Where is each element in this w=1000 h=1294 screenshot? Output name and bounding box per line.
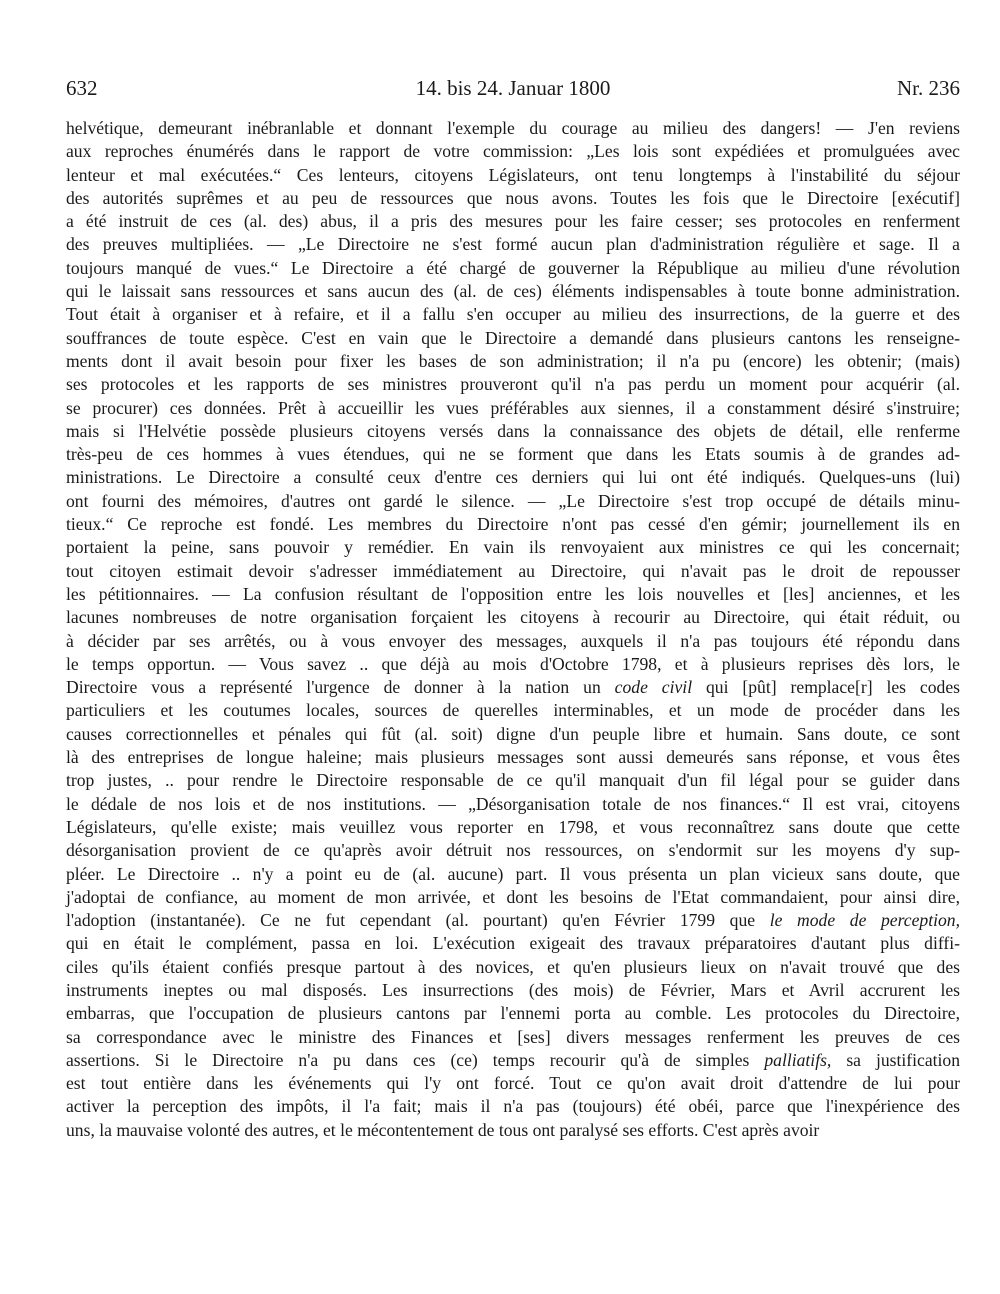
text-segment: pléer. Le Directoire .. n'y a point eu de (al. aucune) part. Il vous présenta un plan vicieux sans doute, que (66, 863, 960, 884)
text-segment: tieux.“ Ce reproche est fondé. Les membres du Directoire n'ont pas cessé d'en gémir; journellement ils en (66, 514, 960, 535)
text-segment: Tout était à organiser et à refaire, et il a fallu s'en occuper au milieu des insurrections, de la guerre et des (66, 304, 960, 325)
running-header (66, 76, 960, 104)
text-segment: a été instruit de ces (al. des) abus, il a pris des mesures pour les faire cesser; ses protocoles en renferment (66, 211, 960, 232)
text-line (66, 746, 960, 769)
text-line (66, 140, 960, 163)
text-segment: qui le laissait sans ressources et sans aucun des (al. de ces) éléments indispensables à toute bonne administration. (66, 281, 960, 302)
text-line (66, 280, 960, 303)
text-segment: sa correspondance avec le ministre des Finances et [ses] divers messages renferment les preuves de ces (66, 1026, 960, 1047)
text-segment: particuliers et les coutumes locales, sources de querelles interminables, et un mode de procéder dans les (66, 700, 960, 721)
text-line (66, 466, 960, 489)
text-line (66, 1095, 960, 1118)
text-line (66, 956, 960, 979)
text-line (66, 233, 960, 256)
text-segment: instruments ineptes ou mal disposés. Les insurrections (des mois) de Février, Mars et Avril accrurent les (66, 979, 960, 1000)
document-number: Nr. 236 (897, 76, 960, 100)
text-segment: ses protocoles et les rapports de ses ministres prouveront qu'il n'a pas perdu un moment pour acquérir (al. (66, 374, 960, 395)
text-line (66, 303, 960, 326)
text-line (66, 816, 960, 839)
text-segment: se procurer) ces données. Prêt à accueillir les vues préférables aux siennes, il a constamment désiré s'instruire; (66, 397, 960, 418)
body-text (66, 117, 960, 1142)
text-segment: activer la perception des impôts, il l'a fait; mais il n'a pas (toujours) été obéi, parce que l'inexpérience des (66, 1096, 960, 1117)
text-segment: qui en était le complément, passa en loi. L'exécution exigeait des travaux préparatoires d'autant plus diffi- (66, 933, 960, 954)
text-line (66, 863, 960, 886)
text-segment: Directoire vous a représenté l'urgence de donner à la nation un (66, 677, 615, 698)
text-segment: portaient la peine, sans pouvoir y remédier. En vain ils renvoyaient aux ministres ce qui les concernait; (66, 537, 960, 558)
text-segment: uns, la mauvaise volonté des autres, et le mécontentement de tous ont paralysé ses efforts. C'est après avoir (66, 1119, 820, 1140)
text-segment: trop justes, .. pour rendre le Directoire responsable de ce qu'il manquait d'un fil légal pour se guider dans (66, 770, 960, 791)
text-line (66, 932, 960, 955)
text-segment: Législateurs, qu'elle existe; mais veuillez vous reporter en 1798, et vous reconnaîtrez sans doute que cette (66, 816, 960, 837)
text-segment: assertions. Si le Directoire n'a pu dans ces (ce) temps recourir qu'à de simples (66, 1049, 765, 1070)
text-line (66, 793, 960, 816)
text-segment: causes correctionnelles et pénales qui fût (al. soit) digne d'un peuple libre et humain. Sans doute, ce sont (66, 723, 960, 744)
text-segment: des autorités suprêmes et au peu de ressources que nous avons. Toutes les fois que le Directoire [exécutif] (66, 187, 960, 208)
text-segment: souffrances de toute espèce. C'est en vain que le Directoire a demandé dans plusieurs cantons les renseigne- (66, 327, 960, 348)
text-segment: est tout entière dans les événements qui l'y ont forcé. Tout ce qu'on avait droit d'attendre de lui pour (66, 1073, 960, 1094)
text-line (66, 1002, 960, 1025)
text-segment: ministrations. Le Directoire a consulté ceux d'entre ces derniers qui lui ont été indiqués. Quelques-uns (lui) (66, 467, 960, 488)
text-line (66, 583, 960, 606)
text-line (66, 490, 960, 513)
text-line (66, 420, 960, 443)
text-line (66, 886, 960, 909)
text-line (66, 653, 960, 676)
text-segment: mais si l'Helvétie possède plusieurs citoyens versés dans la connaissance des objets de détail, elle renferme (66, 420, 960, 441)
text-line (66, 769, 960, 792)
text-segment: des preuves multipliées. — „Le Directoire ne s'est formé aucun plan d'administration régulière et sage. Il a (66, 234, 960, 255)
text-line (66, 350, 960, 373)
text-line (66, 164, 960, 187)
text-segment: j'adoptai de confiance, au moment de mon arrivée, et dont les besoins de l'Etat commandaient, pour ainsi dire, (66, 886, 960, 907)
text-line (66, 1026, 960, 1049)
text-line (66, 257, 960, 280)
text-segment: très-peu de ces hommes à vues étendues, qui ne se forment que dans les Etats soumis à de grandes ad- (66, 444, 960, 465)
italic-text: palliatifs, (764, 1049, 832, 1070)
text-line (66, 210, 960, 233)
text-line (66, 397, 960, 420)
text-segment: le dédale de nos lois et de nos institutions. — „Désorganisation totale de nos finances.“ Il est vrai, citoyens (66, 793, 960, 814)
text-line (66, 699, 960, 722)
text-line (66, 560, 960, 583)
text-segment: lacunes nombreuses de notre organisation forçaient les citoyens à recourir au Directoire, qui était réduit, ou (66, 607, 960, 628)
text-segment: là des entreprises de longue haleine; mais plusieurs messages sont aussi demeurés sans réponse, et vous êtes (66, 747, 960, 768)
text-line (66, 117, 960, 140)
text-segment: lenteur et mal exécutées.“ Ces lenteurs, citoyens Législateurs, ont tenu longtemps à l'instabilité du séjour (66, 164, 960, 185)
text-line (66, 1049, 960, 1072)
text-line (66, 630, 960, 653)
text-segment: ciles qu'ils étaient confiés presque partout à des novices, et qu'en plusieurs lieux on n'avait trouvé que des (66, 956, 960, 977)
text-line (66, 373, 960, 396)
text-segment: à décider par ses arrêtés, ou à vous envoyer des messages, auxquels il n'a pas toujours été répondu dans (66, 630, 960, 651)
text-segment: les pétitionnaires. — La confusion résultant de l'opposition entre les lois nouvelles et [les] anciennes, et les (66, 583, 960, 604)
text-line (66, 839, 960, 862)
text-line (66, 327, 960, 350)
text-segment: qui [pût] remplace[r] les codes (692, 677, 960, 698)
text-segment: sa justification (831, 1049, 961, 1070)
text-segment: le temps opportun. — Vous savez .. que déjà au mois d'Octobre 1798, et à plusieurs reprises dès lors, le (66, 653, 960, 674)
text-line (66, 443, 960, 466)
text-segment: tout citoyen estimait devoir s'adresser immédiatement au Directoire, qui n'avait pas le droit de repousser (66, 560, 960, 581)
text-segment: ont fourni des mémoires, d'autres ont gardé le silence. — „Le Directoire s'est trop occupé de détails minu- (66, 490, 960, 511)
text-line (66, 909, 960, 932)
text-line (66, 536, 960, 559)
text-segment: désorganisation provient de ce qu'après avoir détruit nos ressources, on s'endormit sur les moyens d'y sup- (66, 840, 960, 861)
italic-text: code civil (614, 677, 693, 698)
text-segment: embarras, que l'occupation de plusieurs cantons par l'ennemi porta au comble. Les protocoles du Directoire, (66, 1003, 960, 1024)
text-line (66, 606, 960, 629)
text-segment: helvétique, demeurant inébranlable et donnant l'exemple du courage au milieu des dangers! — J'en reviens (66, 118, 960, 138)
text-line (66, 1072, 960, 1095)
page-number: 632 (66, 76, 98, 100)
text-segment: toujours manqué de vues.“ Le Directoire a été chargé de gouverner la République au milieu d'une révolution (66, 257, 960, 278)
text-segment: aux reproches énumérés dans le rapport de votre commission: „Les lois sont expédiées et promulguées avec (66, 141, 960, 162)
text-segment: ments dont il avait besoin pour fixer les bases de son administration; il n'a pu (encore) les obtenir; (mais) (66, 350, 960, 371)
text-segment: l'adoption (instantanée). Ce ne fut cependant (al. pourtant) qu'en Février 1799 que (66, 910, 770, 931)
text-line (66, 187, 960, 210)
text-line (66, 513, 960, 536)
text-line (66, 979, 960, 1002)
text-line (66, 1119, 960, 1142)
text-line (66, 676, 960, 699)
header-date-range: 14. bis 24. Januar 1800 (415, 76, 611, 100)
text-line (66, 723, 960, 746)
italic-text: le mode de perception, (769, 910, 960, 931)
